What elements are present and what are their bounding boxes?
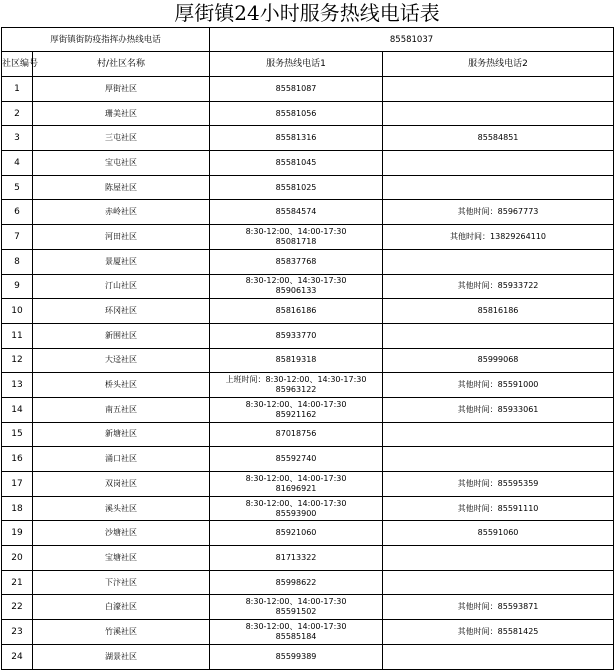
header-phone2: 服务热线电话2 xyxy=(383,52,614,77)
table-row xyxy=(2,397,614,422)
table-row xyxy=(2,595,614,620)
phone1-cell xyxy=(210,299,383,324)
phone2-cell xyxy=(383,447,614,472)
phone2-cell: 其他时间：85591000 xyxy=(383,373,614,398)
table-row xyxy=(2,225,614,250)
community-no: 16 xyxy=(2,447,33,472)
phone1-cell xyxy=(210,644,383,669)
phone1-cell xyxy=(210,595,383,620)
community-name: 珊美社区 xyxy=(33,101,210,126)
community-no: 17 xyxy=(2,472,33,497)
phone1-number: 85963122 xyxy=(275,385,317,395)
phone1-number: 81713322 xyxy=(275,552,317,562)
community-no: 18 xyxy=(2,496,33,521)
community-no: 12 xyxy=(2,348,33,373)
phone1-number: 85819318 xyxy=(275,355,317,365)
table-row xyxy=(2,299,614,324)
phone1-cell xyxy=(210,323,383,348)
phone2-cell xyxy=(383,175,614,200)
phone1-number: 81696921 xyxy=(275,483,317,493)
phone2-cell: 85591060 xyxy=(383,521,614,546)
community-name: 环冈社区 xyxy=(33,299,210,324)
page-title: 厚街镇24小时服务热线电话表 xyxy=(174,1,440,25)
phone2-cell xyxy=(383,546,614,571)
table-row xyxy=(2,151,614,176)
community-no: 4 xyxy=(2,151,33,176)
phone1-number: 85933770 xyxy=(275,330,317,340)
community-no: 13 xyxy=(2,373,33,398)
phone2-cell xyxy=(383,323,614,348)
community-no: 8 xyxy=(2,249,33,274)
phone1-number: 85906133 xyxy=(275,286,317,296)
community-name: 涌口社区 xyxy=(33,447,210,472)
community-name: 赤岭社区 xyxy=(33,200,210,225)
phone1-number: 85593900 xyxy=(275,508,317,518)
community-name: 白濠社区 xyxy=(33,595,210,620)
phone1-number: 85591502 xyxy=(275,607,317,617)
header-name: 村/社区名称 xyxy=(33,52,210,77)
phone1-cell xyxy=(210,620,383,645)
table-row xyxy=(2,373,614,398)
community-no: 21 xyxy=(2,570,33,595)
community-name: 汀山社区 xyxy=(33,274,210,299)
phone1-cell xyxy=(210,77,383,102)
phone2-cell: 其他时间：85591110 xyxy=(383,496,614,521)
phone1-cell xyxy=(210,175,383,200)
phone1-hours: 8:30-12:00、14:00-17:30 xyxy=(245,399,347,409)
community-no: 22 xyxy=(2,595,33,620)
phone1-number: 87018756 xyxy=(275,429,317,439)
community-no: 7 xyxy=(2,225,33,250)
phone1-number: 85921162 xyxy=(275,409,317,419)
phone2-cell xyxy=(383,570,614,595)
community-name: 景厦社区 xyxy=(33,249,210,274)
hotline-row xyxy=(2,28,614,52)
community-no: 19 xyxy=(2,521,33,546)
phone2-cell xyxy=(383,644,614,669)
table-row xyxy=(2,77,614,102)
phone1-cell xyxy=(210,397,383,422)
community-name: 河田社区 xyxy=(33,225,210,250)
phone1-cell xyxy=(210,570,383,595)
phone1-cell xyxy=(210,546,383,571)
phone1-hours: 8:30-12:00、14:00-17:30 xyxy=(245,621,347,631)
phone1-cell xyxy=(210,151,383,176)
phone1-cell xyxy=(210,200,383,225)
community-name: 双岗社区 xyxy=(33,472,210,497)
table-row xyxy=(2,521,614,546)
table-row xyxy=(2,447,614,472)
phone2-cell: 其他时间：85933722 xyxy=(383,274,614,299)
phone2-cell: 85816186 xyxy=(383,299,614,324)
table-header-row xyxy=(2,52,614,77)
phone2-cell: 其他时间：85967773 xyxy=(383,200,614,225)
community-name: 竹溪社区 xyxy=(33,620,210,645)
community-name: 湖景社区 xyxy=(33,644,210,669)
community-name: 桥头社区 xyxy=(33,373,210,398)
phone2-cell: 85999068 xyxy=(383,348,614,373)
phone1-number: 85584574 xyxy=(275,207,317,217)
community-no: 10 xyxy=(2,299,33,324)
phone1-hours: 8:30-12:00、14:00-17:30 xyxy=(245,473,347,483)
phone-table-sheet xyxy=(1,0,613,670)
community-name: 下汴社区 xyxy=(33,570,210,595)
community-no: 3 xyxy=(2,126,33,151)
community-no: 23 xyxy=(2,620,33,645)
phone1-number: 85581056 xyxy=(275,108,317,118)
community-no: 5 xyxy=(2,175,33,200)
community-name: 宝塘社区 xyxy=(33,546,210,571)
phone1-number: 85581025 xyxy=(275,182,317,192)
community-no: 11 xyxy=(2,323,33,348)
table-row xyxy=(2,546,614,571)
table-row xyxy=(2,249,614,274)
community-no: 6 xyxy=(2,200,33,225)
table-row xyxy=(2,323,614,348)
community-name: 新围社区 xyxy=(33,323,210,348)
community-no: 20 xyxy=(2,546,33,571)
community-no: 15 xyxy=(2,422,33,447)
community-no: 14 xyxy=(2,397,33,422)
phone1-cell xyxy=(210,126,383,151)
phone2-cell: 其他时间：85933061 xyxy=(383,397,614,422)
phone1-cell xyxy=(210,447,383,472)
header-phone1: 服务热线电话1 xyxy=(210,52,383,77)
table-row xyxy=(2,422,614,447)
community-no: 24 xyxy=(2,644,33,669)
phone1-hours: 8:30-12:00、14:00-17:30 xyxy=(245,226,347,236)
table-row xyxy=(2,348,614,373)
header-no: 社区编号 xyxy=(2,52,33,77)
phone2-cell: 其他时间：85581425 xyxy=(383,620,614,645)
hotline-table xyxy=(1,27,614,670)
phone1-cell xyxy=(210,472,383,497)
table-row xyxy=(2,496,614,521)
phone2-cell: 其他时间：85595359 xyxy=(383,472,614,497)
community-no: 9 xyxy=(2,274,33,299)
phone1-hours: 上班时间：8:30-12:00、14:30-17:30 xyxy=(225,375,367,385)
phone1-number: 85998622 xyxy=(275,577,317,587)
community-name: 大迳社区 xyxy=(33,348,210,373)
table-row xyxy=(2,101,614,126)
community-name: 陈屋社区 xyxy=(33,175,210,200)
community-name: 三屯社区 xyxy=(33,126,210,151)
community-name: 宝屯社区 xyxy=(33,151,210,176)
table-row xyxy=(2,175,614,200)
phone1-number: 85921060 xyxy=(275,528,317,538)
phone1-hours: 8:30-12:00、14:00-17:30 xyxy=(245,498,347,508)
phone1-cell xyxy=(210,373,383,398)
community-name: 厚街社区 xyxy=(33,77,210,102)
phone1-number: 85585184 xyxy=(275,631,317,641)
phone2-cell xyxy=(383,77,614,102)
phone1-number: 85581087 xyxy=(275,83,317,93)
phone2-cell xyxy=(383,101,614,126)
phone2-cell xyxy=(383,151,614,176)
phone1-cell xyxy=(210,496,383,521)
phone2-cell: 其他时间：85593871 xyxy=(383,595,614,620)
phone1-cell xyxy=(210,101,383,126)
phone2-cell: 85584851 xyxy=(383,126,614,151)
phone1-cell xyxy=(210,249,383,274)
phone1-cell xyxy=(210,422,383,447)
table-row xyxy=(2,126,614,151)
phone1-number: 85816186 xyxy=(275,306,317,316)
phone1-cell xyxy=(210,521,383,546)
hotline-number: 85581037 xyxy=(210,28,614,52)
community-name: 新塘社区 xyxy=(33,422,210,447)
phone2-cell: 其他时间：13829264110 xyxy=(383,225,614,250)
phone1-hours: 8:30-12:00、14:00-17:30 xyxy=(245,597,347,607)
table-row xyxy=(2,200,614,225)
phone1-hours: 8:30-12:00、14:30-17:30 xyxy=(245,276,347,286)
hotline-label: 厚街镇街防疫指挥办热线电话 xyxy=(2,28,210,52)
table-row xyxy=(2,570,614,595)
community-name: 沙塘社区 xyxy=(33,521,210,546)
phone2-cell xyxy=(383,249,614,274)
phone1-number: 85081718 xyxy=(275,236,317,246)
table-row xyxy=(2,472,614,497)
phone1-number: 85592740 xyxy=(275,454,317,464)
community-name: 溪头社区 xyxy=(33,496,210,521)
phone1-cell xyxy=(210,274,383,299)
phone1-cell xyxy=(210,348,383,373)
phone1-number: 85581316 xyxy=(275,133,317,143)
phone2-cell xyxy=(383,422,614,447)
phone1-cell xyxy=(210,225,383,250)
table-row xyxy=(2,644,614,669)
community-no: 2 xyxy=(2,101,33,126)
table-row xyxy=(2,274,614,299)
phone1-number: 85581045 xyxy=(275,157,317,167)
community-no: 1 xyxy=(2,77,33,102)
community-name: 南五社区 xyxy=(33,397,210,422)
phone1-number: 85599389 xyxy=(275,651,317,661)
table-row xyxy=(2,620,614,645)
phone1-number: 85837768 xyxy=(275,256,317,266)
